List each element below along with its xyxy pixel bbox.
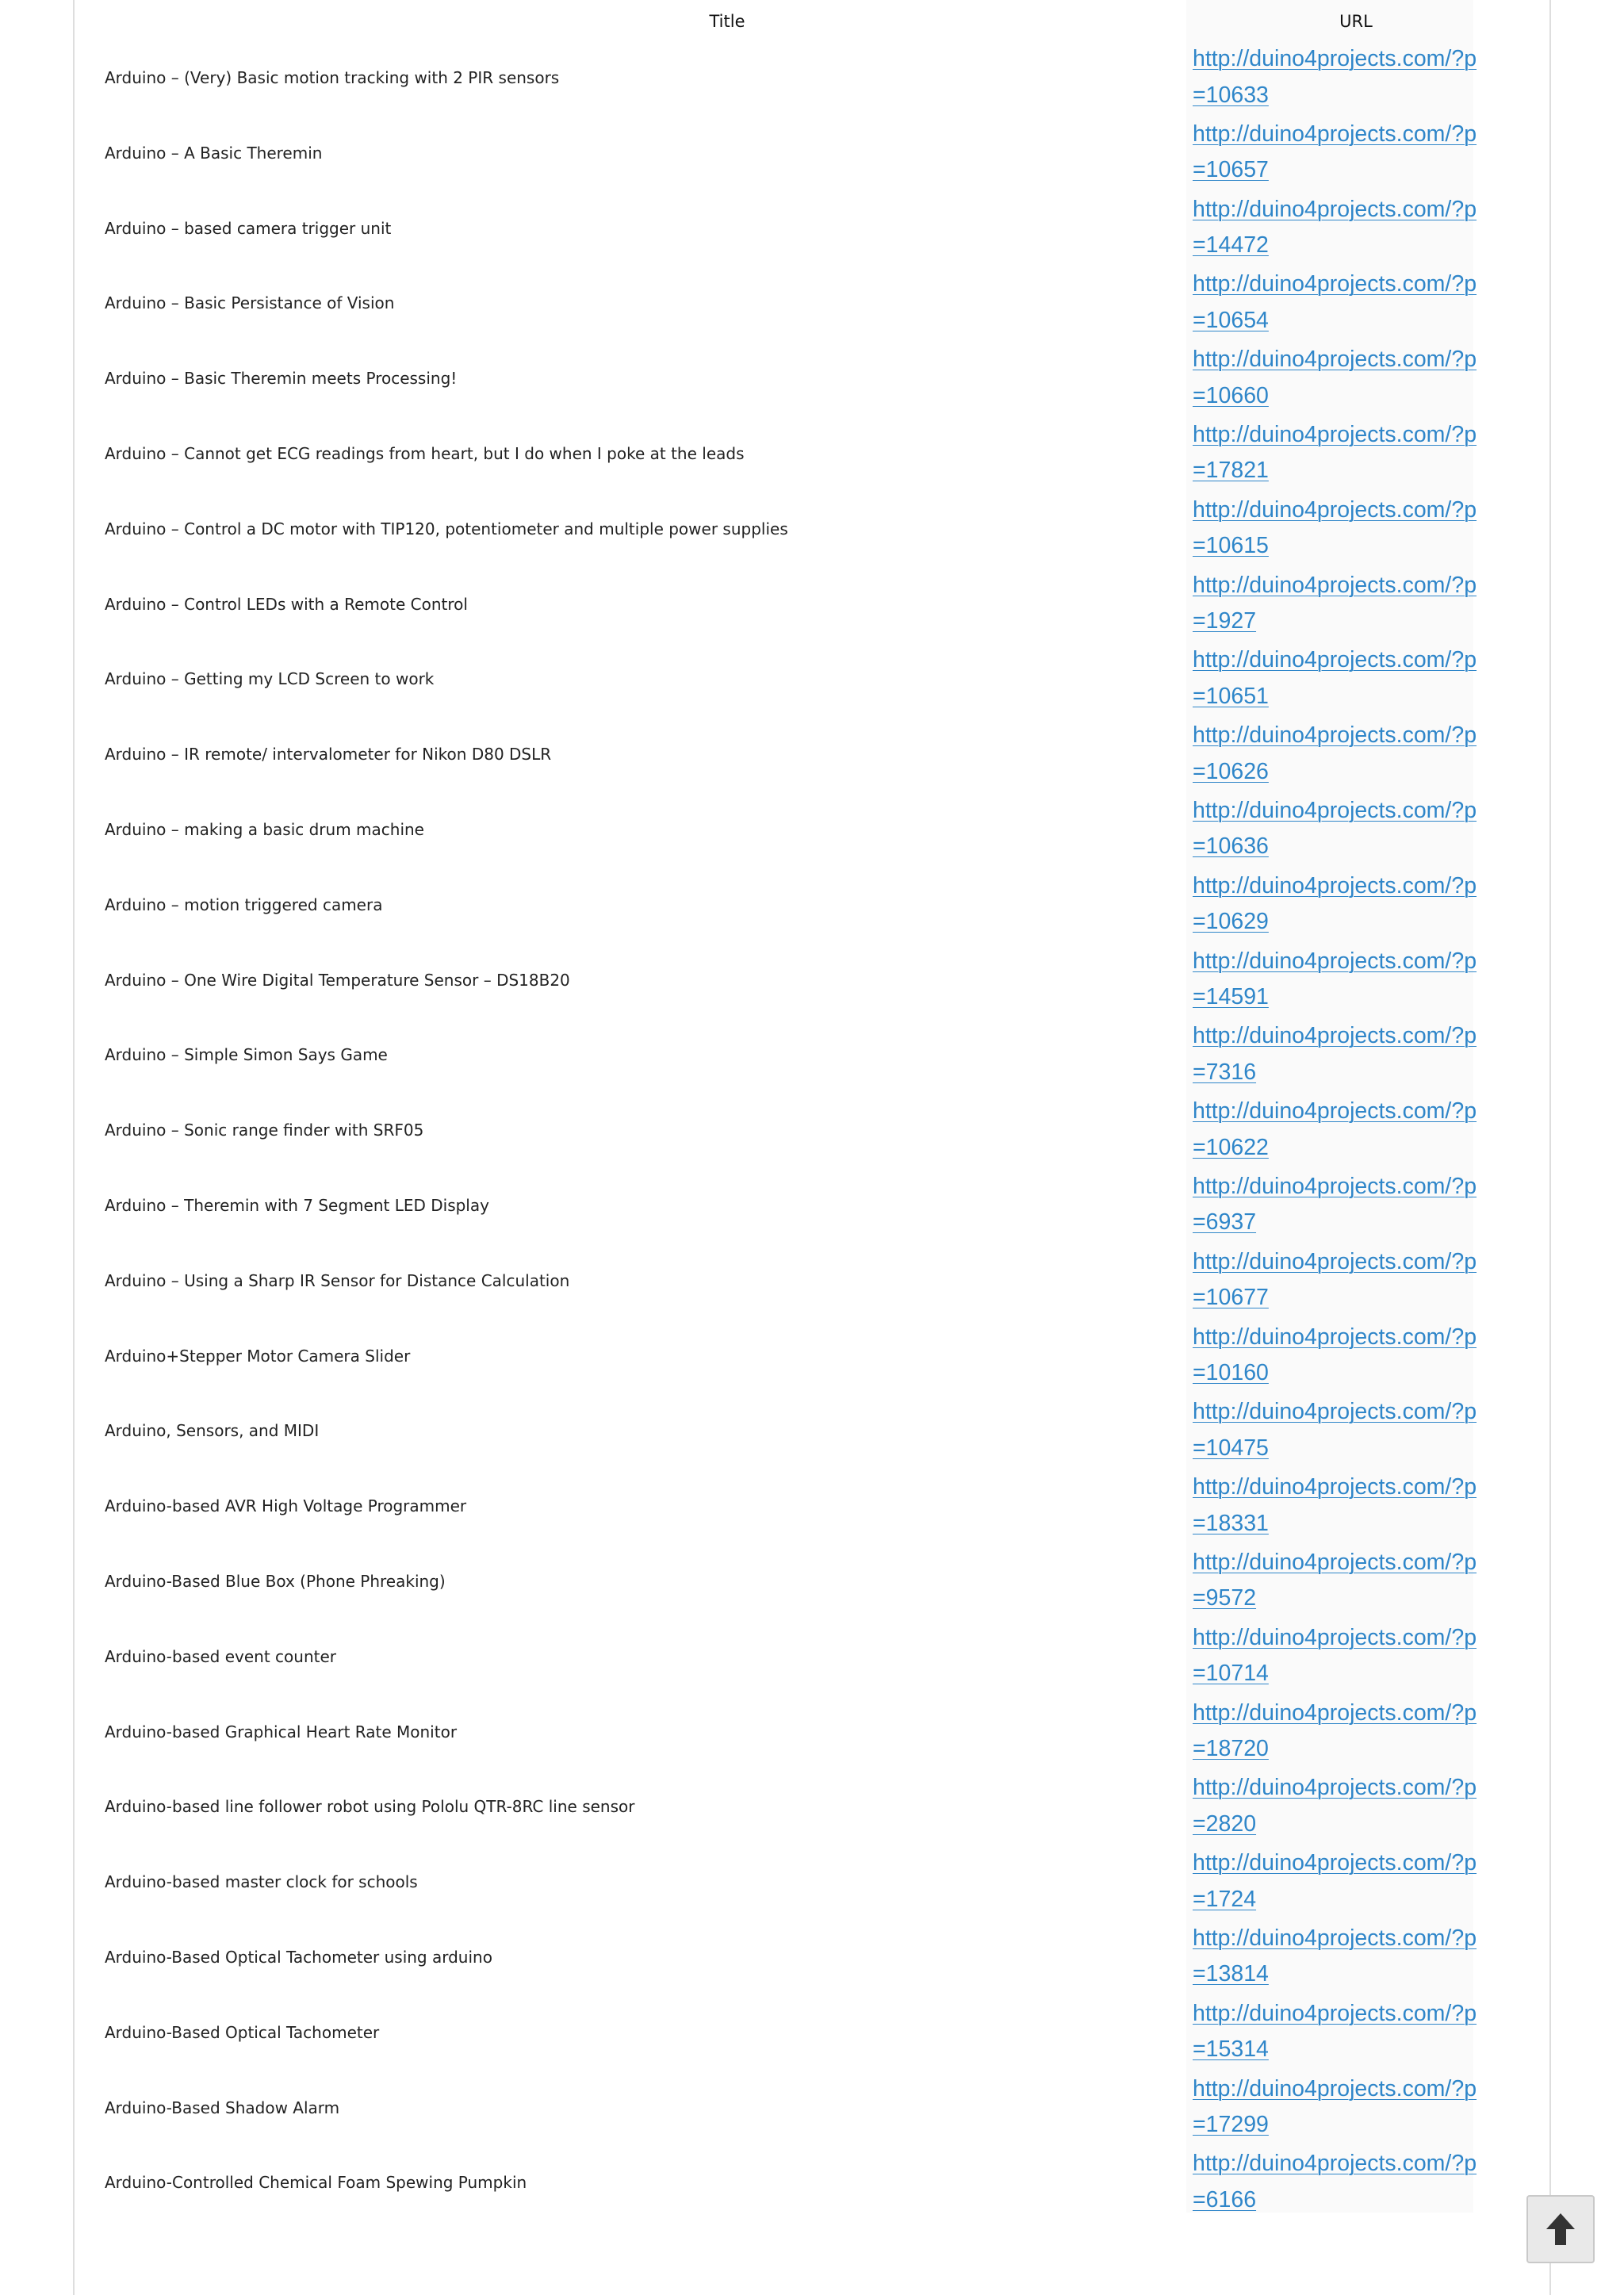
table-row [0, 492, 1624, 568]
project-title: Arduino – Using a Sharp IR Sensor for Distance Calculation [105, 1270, 570, 1290]
project-url-link[interactable]: http://duino4projects.com/?p=18331 [1193, 1474, 1477, 1536]
project-url-link[interactable]: http://duino4projects.com/?p=14591 [1193, 948, 1477, 1010]
project-url-link[interactable]: http://duino4projects.com/?p=9572 [1193, 1549, 1477, 1611]
project-title: Arduino, Sensors, and MIDI [105, 1421, 320, 1441]
table-row [0, 793, 1624, 868]
table-row [0, 417, 1624, 492]
project-url-link[interactable]: http://duino4projects.com/?p=10714 [1193, 1624, 1477, 1687]
project-title: Arduino-Controlled Chemical Foam Spewing Pumpkin [105, 2173, 527, 2193]
project-title: Arduino – One Wire Digital Temperature Sensor – DS18B20 [105, 970, 570, 990]
project-url-link[interactable]: http://duino4projects.com/?p=17299 [1193, 2075, 1477, 2138]
project-url-link[interactable]: http://duino4projects.com/?p=10651 [1193, 647, 1477, 709]
table-row [0, 718, 1624, 793]
project-url-link[interactable]: http://duino4projects.com/?p=10629 [1193, 872, 1477, 935]
project-title: Arduino+Stepper Motor Camera Slider [105, 1346, 411, 1366]
project-url-link[interactable]: http://duino4projects.com/?p=15314 [1193, 2000, 1477, 2063]
projects-table-body [0, 41, 1624, 2221]
project-url-link[interactable]: http://duino4projects.com/?p=14472 [1193, 196, 1477, 259]
project-url-link[interactable]: http://duino4projects.com/?p=13814 [1193, 1925, 1477, 1987]
project-title: Arduino – Sonic range finder with SRF05 [105, 1121, 424, 1140]
table-row [0, 1244, 1624, 1320]
arrow-up-icon [1545, 2212, 1576, 2247]
table-row [0, 642, 1624, 718]
project-title: Arduino – Getting my LCD Screen to work [105, 669, 435, 689]
project-title: Arduino – making a basic drum machine [105, 819, 424, 839]
project-title: Arduino-Based Optical Tachometer [105, 2022, 380, 2042]
table-row [0, 1845, 1624, 1921]
project-url-link[interactable]: http://duino4projects.com/?p=10626 [1193, 722, 1477, 784]
project-title: Arduino – Control a DC motor with TIP120, potentiometer and multiple power supplies [105, 519, 788, 538]
table-row [0, 568, 1624, 643]
project-url-link[interactable]: http://duino4projects.com/?p=7316 [1193, 1023, 1477, 1085]
project-title: Arduino-Based Blue Box (Phone Phreaking) [105, 1571, 446, 1591]
project-url-link[interactable]: http://duino4projects.com/?p=1724 [1193, 1850, 1477, 1912]
project-url-link[interactable]: http://duino4projects.com/?p=10636 [1193, 797, 1477, 860]
project-url-link[interactable]: http://duino4projects.com/?p=10475 [1193, 1399, 1477, 1461]
project-title: Arduino – A Basic Theremin [105, 143, 323, 163]
project-url-link[interactable]: http://duino4projects.com/?p=10657 [1193, 121, 1477, 183]
project-url-link[interactable]: http://duino4projects.com/?p=10660 [1193, 347, 1477, 408]
table-row [0, 1320, 1624, 1395]
project-title: Arduino-based Graphical Heart Rate Monitor [105, 1722, 458, 1741]
table-row [0, 868, 1624, 944]
table-row [0, 1921, 1624, 1996]
column-header-title: Title [709, 12, 745, 31]
project-title: Arduino-Based Shadow Alarm [105, 2098, 340, 2117]
project-title: Arduino-based line follower robot using Pololu QTR-8RC line sensor [105, 1797, 635, 1817]
project-title: Arduino – Cannot get ECG readings from heart, but I do when I poke at the leads [105, 443, 745, 463]
table-row [0, 342, 1624, 417]
project-title: Arduino – IR remote/ intervalometer for Nikon D80 DSLR [105, 745, 552, 764]
back-to-top-button[interactable] [1526, 2195, 1595, 2263]
project-title: Arduino – Control LEDs with a Remote Control [105, 594, 468, 614]
table-row [0, 1394, 1624, 1469]
project-url-link[interactable]: http://duino4projects.com/?p=17821 [1193, 421, 1477, 484]
project-url-link[interactable]: http://duino4projects.com/?p=10615 [1193, 496, 1477, 559]
project-title: Arduino – motion triggered camera [105, 895, 383, 914]
project-title: Arduino – Basic Persistance of Vision [105, 293, 395, 313]
project-title: Arduino – Simple Simon Says Game [105, 1045, 388, 1065]
table-row [0, 1094, 1624, 1169]
project-title: Arduino – based camera trigger unit [105, 218, 392, 238]
project-url-link[interactable]: http://duino4projects.com/?p=10633 [1193, 46, 1477, 108]
project-url-link[interactable]: http://duino4projects.com/?p=10622 [1193, 1098, 1477, 1160]
project-title: Arduino-based master clock for schools [105, 1872, 418, 1892]
column-header-url: URL [1339, 12, 1373, 31]
table-row [0, 1695, 1624, 1771]
table-row [0, 2146, 1624, 2221]
project-title: Arduino-based event counter [105, 1646, 336, 1666]
project-title: Arduino-Based Optical Tachometer using arduino [105, 1947, 492, 1967]
project-url-link[interactable]: http://duino4projects.com/?p=2820 [1193, 1775, 1477, 1837]
table-row [0, 1545, 1624, 1620]
table-row [0, 192, 1624, 267]
project-title: Arduino – Theremin with 7 Segment LED Display [105, 1195, 489, 1215]
table-row [0, 266, 1624, 342]
table-row [0, 1018, 1624, 1094]
project-url-link[interactable]: http://duino4projects.com/?p=18720 [1193, 1699, 1477, 1762]
table-row [0, 1996, 1624, 2071]
project-url-link[interactable]: http://duino4projects.com/?p=10160 [1193, 1324, 1477, 1386]
table-row [0, 1469, 1624, 1545]
table-row [0, 1169, 1624, 1244]
project-url-link[interactable]: http://duino4projects.com/?p=10677 [1193, 1248, 1477, 1311]
table-row [0, 1770, 1624, 1845]
table-row [0, 117, 1624, 192]
project-url-link[interactable]: http://duino4projects.com/?p=10654 [1193, 271, 1477, 333]
project-url-link[interactable]: http://duino4projects.com/?p=6937 [1193, 1173, 1477, 1236]
project-title: Arduino – (Very) Basic motion tracking with 2 PIR sensors [105, 68, 560, 87]
project-url-link[interactable]: http://duino4projects.com/?p=6166 [1193, 2151, 1477, 2213]
table-row [0, 41, 1624, 117]
table-row [0, 2071, 1624, 2147]
table-row [0, 1620, 1624, 1695]
project-url-link[interactable]: http://duino4projects.com/?p=1927 [1193, 572, 1477, 634]
table-row [0, 944, 1624, 1019]
project-title: Arduino – Basic Theremin meets Processing! [105, 369, 458, 389]
project-title: Arduino-based AVR High Voltage Programmer [105, 1496, 467, 1516]
